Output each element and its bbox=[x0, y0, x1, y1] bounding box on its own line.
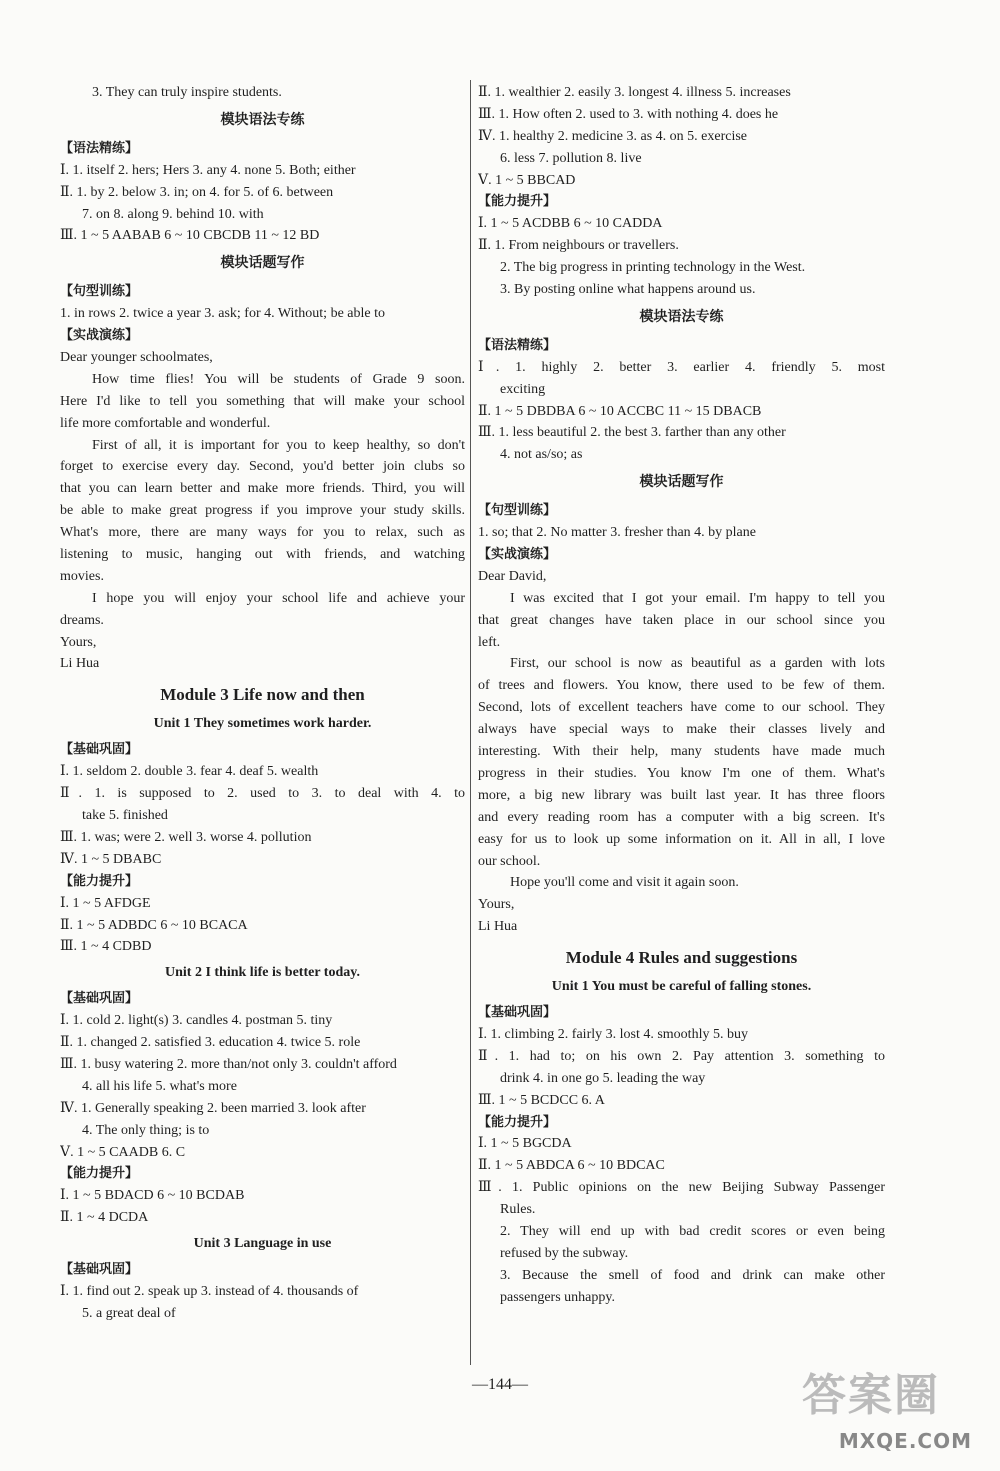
text-line: of trees and flowers. You know, there used to be few of them. bbox=[478, 678, 885, 694]
text-line: Ⅲ. 1. busy watering 2. more than/not only 3. couldn't afford bbox=[60, 1056, 397, 1072]
text-line: always have special ways to make their classes lively and bbox=[478, 722, 885, 738]
text-line: Ⅱ. 1. changed 2. satisfied 3. education 4. twice 5. role bbox=[60, 1035, 361, 1051]
text-line: First, our school is now as beautiful as a garden with lots bbox=[510, 656, 885, 672]
text-line: easy for us to look up some information on it. All in all, I love bbox=[478, 831, 885, 847]
module-heading: Module 4 Rules and suggestions bbox=[565, 948, 798, 968]
text-line: Rules. bbox=[500, 1202, 536, 1218]
section-label: 【基础巩固】 bbox=[60, 742, 139, 758]
unit-heading: Unit 1 You must be careful of falling stones. bbox=[551, 979, 812, 995]
section-label: 【基础巩固】 bbox=[478, 1005, 557, 1021]
text-line: Ⅰ. 1. seldom 2. double 3. fear 4. deaf 5. wealth bbox=[60, 764, 319, 780]
text-line: interesting. With their help, many students have made much bbox=[478, 744, 885, 760]
text-line: Dear David, bbox=[478, 568, 547, 584]
text-line: that you can learn better and make more friends. Third, you will bbox=[60, 481, 465, 497]
section-label: 【语法精练】 bbox=[60, 140, 139, 156]
text-line: Ⅱ. 1. is supposed to 2. used to 3. to deal with 4. to bbox=[60, 786, 465, 802]
text-line: Ⅳ. 1. Generally speaking 2. been married 3. look after bbox=[60, 1100, 366, 1116]
text-line: Ⅳ. 1 ~ 5 DBABC bbox=[60, 851, 162, 867]
text-line: Here I'd like to tell you something that will make your school bbox=[60, 393, 465, 409]
text-line: and every reading room has a computer with a big screen. It's bbox=[478, 809, 885, 825]
column-divider bbox=[470, 80, 471, 1365]
right-column bbox=[478, 82, 885, 1309]
section-label: 【能力提升】 bbox=[478, 194, 557, 210]
section-label: 【实战演练】 bbox=[478, 547, 557, 563]
text-line: our school. bbox=[478, 853, 541, 869]
text-line: I hope you will enjoy your school life and achieve your bbox=[92, 590, 465, 606]
text-line: be able to make great progress if you improve your study skills. bbox=[60, 503, 465, 519]
text-line: Li Hua bbox=[60, 656, 100, 672]
text-line: Ⅲ. 1 ~ 5 AABAB 6 ~ 10 CBCDB 11 ~ 12 BD bbox=[60, 228, 320, 244]
section-label: 【能力提升】 bbox=[60, 873, 139, 889]
text-line: Ⅱ. 1 ~ 5 ABDCA 6 ~ 10 BDCAC bbox=[478, 1158, 665, 1174]
text-line: 6. less 7. pollution 8. live bbox=[500, 150, 642, 166]
text-line: Ⅱ. 1. by 2. below 3. in; on 4. for 5. of 6. between bbox=[60, 184, 334, 200]
text-line: 2. The big progress in printing technology in the West. bbox=[500, 260, 806, 276]
text-line: forget to exercise every day. Second, you'd better join clubs so bbox=[60, 459, 465, 475]
text-line: Ⅰ. 1. itself 2. hers; Hers 3. any 4. none 5. Both; either bbox=[60, 162, 356, 178]
section-label: 【实战演练】 bbox=[60, 328, 139, 344]
section-heading: 模块语法专练 bbox=[220, 112, 305, 128]
text-line: Ⅲ. 1 ~ 4 CDBD bbox=[60, 939, 152, 955]
text-line: Ⅱ. 1. From neighbours or travellers. bbox=[478, 238, 679, 254]
section-label: 【语法精练】 bbox=[478, 337, 557, 353]
text-line: Ⅱ. 1. wealthier 2. easily 3. longest 4. illness 5. increases bbox=[478, 85, 791, 100]
text-line: I was excited that I got your email. I'm happy to tell you bbox=[510, 590, 885, 606]
text-line: refused by the subway. bbox=[500, 1245, 629, 1261]
text-line: 4. The only thing; is to bbox=[82, 1122, 210, 1138]
text-line: 3. Because the smell of food and drink can make other bbox=[500, 1267, 885, 1283]
module-heading: Module 3 Life now and then bbox=[160, 685, 365, 705]
section-label: 【能力提升】 bbox=[60, 1166, 139, 1182]
text-line: life more comfortable and wonderful. bbox=[60, 415, 271, 431]
section-label: 【基础巩固】 bbox=[60, 1262, 139, 1278]
text-line: Ⅰ. 1. highly 2. better 3. earlier 4. friendly 5. most bbox=[478, 359, 885, 375]
text-line: How time flies! You will be students of Grade 9 soon. bbox=[92, 371, 465, 387]
section-label: 【句型训练】 bbox=[478, 503, 557, 519]
section-heading: 模块语法专练 bbox=[639, 309, 724, 325]
text-line: Ⅱ. 1 ~ 5 ADBDC 6 ~ 10 BCACA bbox=[60, 917, 248, 933]
text-line: Ⅰ. 1. find out 2. speak up 3. instead of 4. thousands of bbox=[60, 1283, 359, 1299]
watermark-en: MXQE.COM bbox=[838, 1429, 972, 1453]
unit-heading: Unit 1 They sometimes work harder. bbox=[153, 716, 372, 732]
text-line: 4. not as/so; as bbox=[500, 447, 583, 463]
text-line: 4. all his life 5. what's more bbox=[82, 1078, 237, 1094]
text-line: Yours, bbox=[478, 897, 515, 913]
unit-heading: Unit 2 I think life is better today. bbox=[165, 965, 360, 981]
text-line: 3. They can truly inspire students. bbox=[92, 85, 282, 100]
text-line: Yours, bbox=[60, 634, 97, 650]
text-line: Dear younger schoolmates, bbox=[60, 350, 213, 366]
text-line: Ⅱ. 1 ~ 5 DBDBA 6 ~ 10 ACCBC 11 ~ 15 DBACB bbox=[478, 403, 762, 419]
text-line: progress in their studies. You know I'm one of them. What's bbox=[478, 765, 885, 781]
text-line: Ⅰ. 1 ~ 5 BGCDA bbox=[478, 1136, 572, 1152]
text-line: Li Hua bbox=[478, 919, 518, 935]
left-column bbox=[60, 82, 465, 1325]
text-line: Ⅲ. 1. less beautiful 2. the best 3. farther than any other bbox=[478, 425, 786, 441]
text-line: First of all, it is important for you to keep healthy, so don't bbox=[92, 437, 465, 453]
watermark-cn: 答案圈 bbox=[802, 1370, 940, 1421]
text-line: listening to music, hanging out with friends, and watching bbox=[60, 547, 465, 563]
section-label: 【基础巩固】 bbox=[60, 991, 139, 1007]
section-heading: 模块话题写作 bbox=[639, 475, 724, 491]
text-line: 1. so; that 2. No matter 3. fresher than 4. by plane bbox=[478, 525, 756, 541]
text-line: Ⅰ. 1. cold 2. light(s) 3. candles 4. postman 5. tiny bbox=[60, 1013, 333, 1029]
text-line: Ⅳ. 1. healthy 2. medicine 3. as 4. on 5. exercise bbox=[478, 128, 748, 144]
text-line: dreams. bbox=[60, 612, 104, 628]
text-line: Ⅲ. 1. was; were 2. well 3. worse 4. pollution bbox=[60, 829, 312, 845]
text-line: Ⅴ. 1 ~ 5 BBCAD bbox=[478, 172, 576, 188]
text-line: Second, lots of excellent teachers have come to our school. They bbox=[478, 700, 885, 716]
text-line: drink 4. in one go 5. leading the way bbox=[500, 1070, 706, 1086]
section-heading: 模块话题写作 bbox=[220, 256, 305, 272]
text-line: exciting bbox=[500, 381, 546, 397]
text-line: 7. on 8. along 9. behind 10. with bbox=[82, 206, 264, 222]
text-line: passengers unhappy. bbox=[500, 1289, 615, 1305]
section-label: 【句型训练】 bbox=[60, 284, 139, 300]
text-line: 5. a great deal of bbox=[82, 1305, 176, 1321]
text-line: Ⅰ. 1 ~ 5 ACDBB 6 ~ 10 CADDA bbox=[478, 216, 663, 232]
text-line: Ⅰ. 1 ~ 5 AFDGE bbox=[60, 895, 151, 911]
text-line: Hope you'll come and visit it again soon. bbox=[510, 875, 739, 891]
text-line: more, a big new library was built last year. It has three floors bbox=[478, 787, 885, 803]
text-line: Ⅰ. 1. climbing 2. fairly 3. lost 4. smoothly 5. buy bbox=[478, 1026, 748, 1042]
text-line: Ⅱ. 1 ~ 4 DCDA bbox=[60, 1210, 149, 1226]
text-line: that great changes have taken place in our school since you bbox=[478, 612, 885, 628]
text-line: 2. They will end up with bad credit scores or even being bbox=[500, 1223, 885, 1239]
text-line: 1. in rows 2. twice a year 3. ask; for 4. Without; be able to bbox=[60, 306, 385, 322]
text-line: left. bbox=[478, 634, 501, 650]
text-line: What's more, there are many ways for you to relax, such as bbox=[60, 525, 465, 541]
section-label: 【能力提升】 bbox=[478, 1114, 557, 1130]
text-line: Ⅰ. 1 ~ 5 BDACD 6 ~ 10 BCDAB bbox=[60, 1188, 245, 1204]
text-line: take 5. finished bbox=[82, 808, 168, 824]
text-line: Ⅲ. 1. How often 2. used to 3. with nothing 4. does he bbox=[478, 106, 779, 122]
text-line: Ⅲ. 1. Public opinions on the new Beijing Subway Passenger bbox=[478, 1180, 885, 1196]
unit-heading: Unit 3 Language in use bbox=[193, 1236, 332, 1252]
text-line: 3. By posting online what happens around us. bbox=[500, 282, 756, 298]
page-number: —144— bbox=[472, 1376, 528, 1393]
text-line: Ⅱ. 1. had to; on his own 2. Pay attention 3. something to bbox=[478, 1048, 885, 1064]
text-line: Ⅲ. 1 ~ 5 BCDCC 6. A bbox=[478, 1092, 605, 1108]
text-line: movies. bbox=[60, 568, 104, 584]
text-line: Ⅴ. 1 ~ 5 CAADB 6. C bbox=[60, 1144, 186, 1160]
